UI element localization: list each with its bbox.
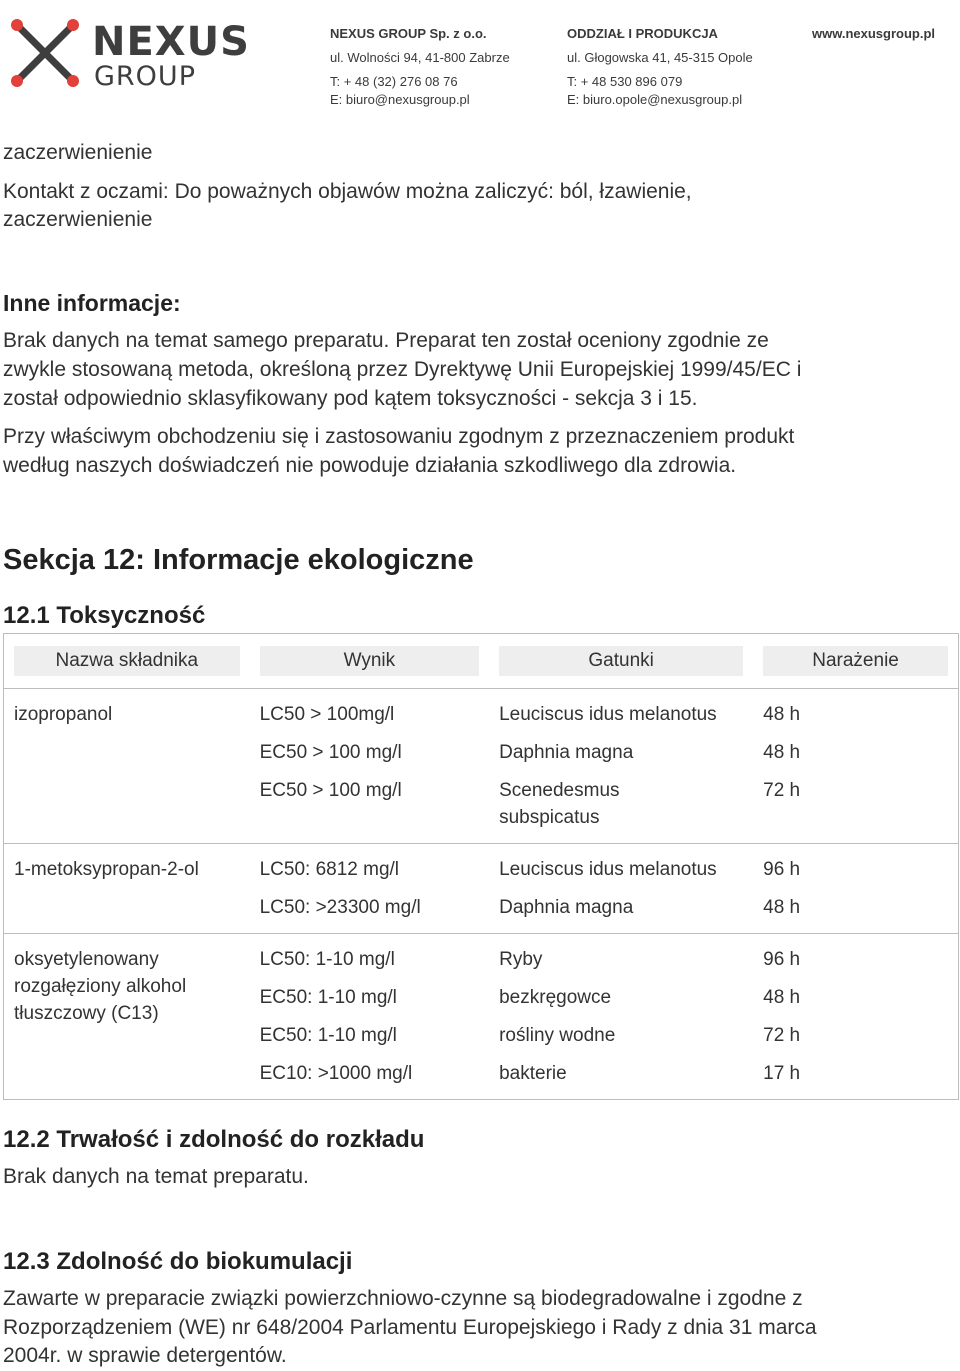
component-name: oksyetylenowany rozgałęziony alkohol tłuszczowy (C13): [4, 934, 250, 1100]
logo-word-nexus: NEXUS: [92, 19, 250, 65]
text-line: Kontakt z oczami: Do poważnych objawów można zaliczyć: ból, łzawienie,: [3, 180, 692, 203]
component-name: izopropanol: [4, 689, 250, 844]
branch-phone: T: + 48 530 896 079: [567, 74, 683, 89]
branch-name: ODDZIAŁ I PRODUKCJA: [567, 26, 718, 41]
column-header: Nazwa składnika: [4, 634, 250, 689]
other-info-heading: Inne informacje:: [3, 290, 181, 316]
text-line: zaczerwienienie: [3, 141, 153, 164]
company-address: ul. Wolności 94, 41-800 Zabrze: [330, 50, 510, 65]
subsection-12-3-title: 12.3 Zdolność do biokumulacji: [3, 1248, 353, 1275]
result-cell: LC50: 1-10 mg/l EC50: 1-10 mg/l EC50: 1-10 mg/l EC10: >1000 mg/l: [250, 934, 490, 1100]
company-email: E: biuro@nexusgroup.pl: [330, 92, 470, 107]
species-cell: Ryby bezkręgowce rośliny wodne bakterie: [489, 934, 753, 1100]
text-line: według naszych doświadczeń nie powoduje działania szkodliwego dla zdrowia.: [3, 454, 737, 477]
company-name: NEXUS GROUP Sp. z o.o.: [330, 26, 487, 41]
website-link[interactable]: www.nexusgroup.pl: [812, 26, 936, 41]
column-header: Narażenie: [753, 634, 958, 689]
text-line: zaczerwienienie: [3, 208, 153, 231]
exposure-cell: 48 h 48 h 72 h: [753, 689, 958, 844]
component-name: 1-metoksypropan-2-ol: [4, 844, 250, 934]
table-row: [4, 844, 959, 934]
toxicity-table: [3, 633, 959, 1100]
text-line: Brak danych na temat preparatu.: [3, 1165, 309, 1188]
text-line: Rozporządzeniem (WE) nr 648/2004 Parlamentu Europejskiego i Rady z dnia 31 marca: [3, 1316, 817, 1339]
company-phone: T: + 48 (32) 276 08 76: [330, 74, 458, 89]
exposure-cell: 96 h 48 h 72 h 17 h: [753, 934, 958, 1100]
result-cell: LC50: 6812 mg/l LC50: >23300 mg/l: [250, 844, 490, 934]
column-header: Gatunki: [489, 634, 753, 689]
table-header-row: [4, 634, 959, 689]
species-cell: Leuciscus idus melanotus Daphnia magna Scenedesmus subspicatus: [489, 689, 753, 844]
result-cell: LC50 > 100mg/l EC50 > 100 mg/l EC50 > 100 mg/l: [250, 689, 490, 844]
exposure-cell: 96 h 48 h: [753, 844, 958, 934]
x-mark-icon: [10, 18, 80, 88]
text-line: 2004r. w sprawie detergentów.: [3, 1344, 287, 1367]
logo-word-group: GROUP: [94, 61, 196, 92]
branch-address-block: [567, 22, 753, 112]
branch-email: E: biuro.opole@nexusgroup.pl: [567, 92, 743, 107]
species-cell: Leuciscus idus melanotus Daphnia magna: [489, 844, 753, 934]
branch-address: ul. Głogowska 41, 45-315 Opole: [567, 50, 753, 65]
text-line: Przy właściwym obchodzeniu się i zastosowaniu zgodnym z przeznaczeniem produkt: [3, 425, 795, 448]
company-address-block: [330, 22, 510, 112]
text-line: Brak danych na temat samego preparatu. Preparat ten został oceniony zgodnie ze: [3, 329, 769, 352]
table-row: [4, 689, 959, 844]
text-line: Zawarte w preparacie związki powierzchniowo-czynne są biodegradowalne i zgodne z: [3, 1287, 803, 1310]
text-line: został odpowiednio sklasyfikowany pod kątem toksyczności - sekcja 3 i 15.: [3, 387, 698, 410]
section-12-title: Sekcja 12: Informacje ekologiczne: [3, 544, 474, 576]
column-header: Wynik: [250, 634, 490, 689]
company-logo: [10, 18, 250, 94]
table-row: [4, 934, 959, 1100]
letterhead: [0, 0, 960, 110]
text-line: zwykle stosowaną metoda, określoną przez Dyrektywę Unii Europejskiej 1999/45/EC i: [3, 358, 802, 381]
subsection-12-2-title: 12.2 Trwałość i zdolność do rozkładu: [3, 1126, 425, 1153]
subsection-12-1-title: 12.1 Toksyczność: [3, 602, 206, 629]
